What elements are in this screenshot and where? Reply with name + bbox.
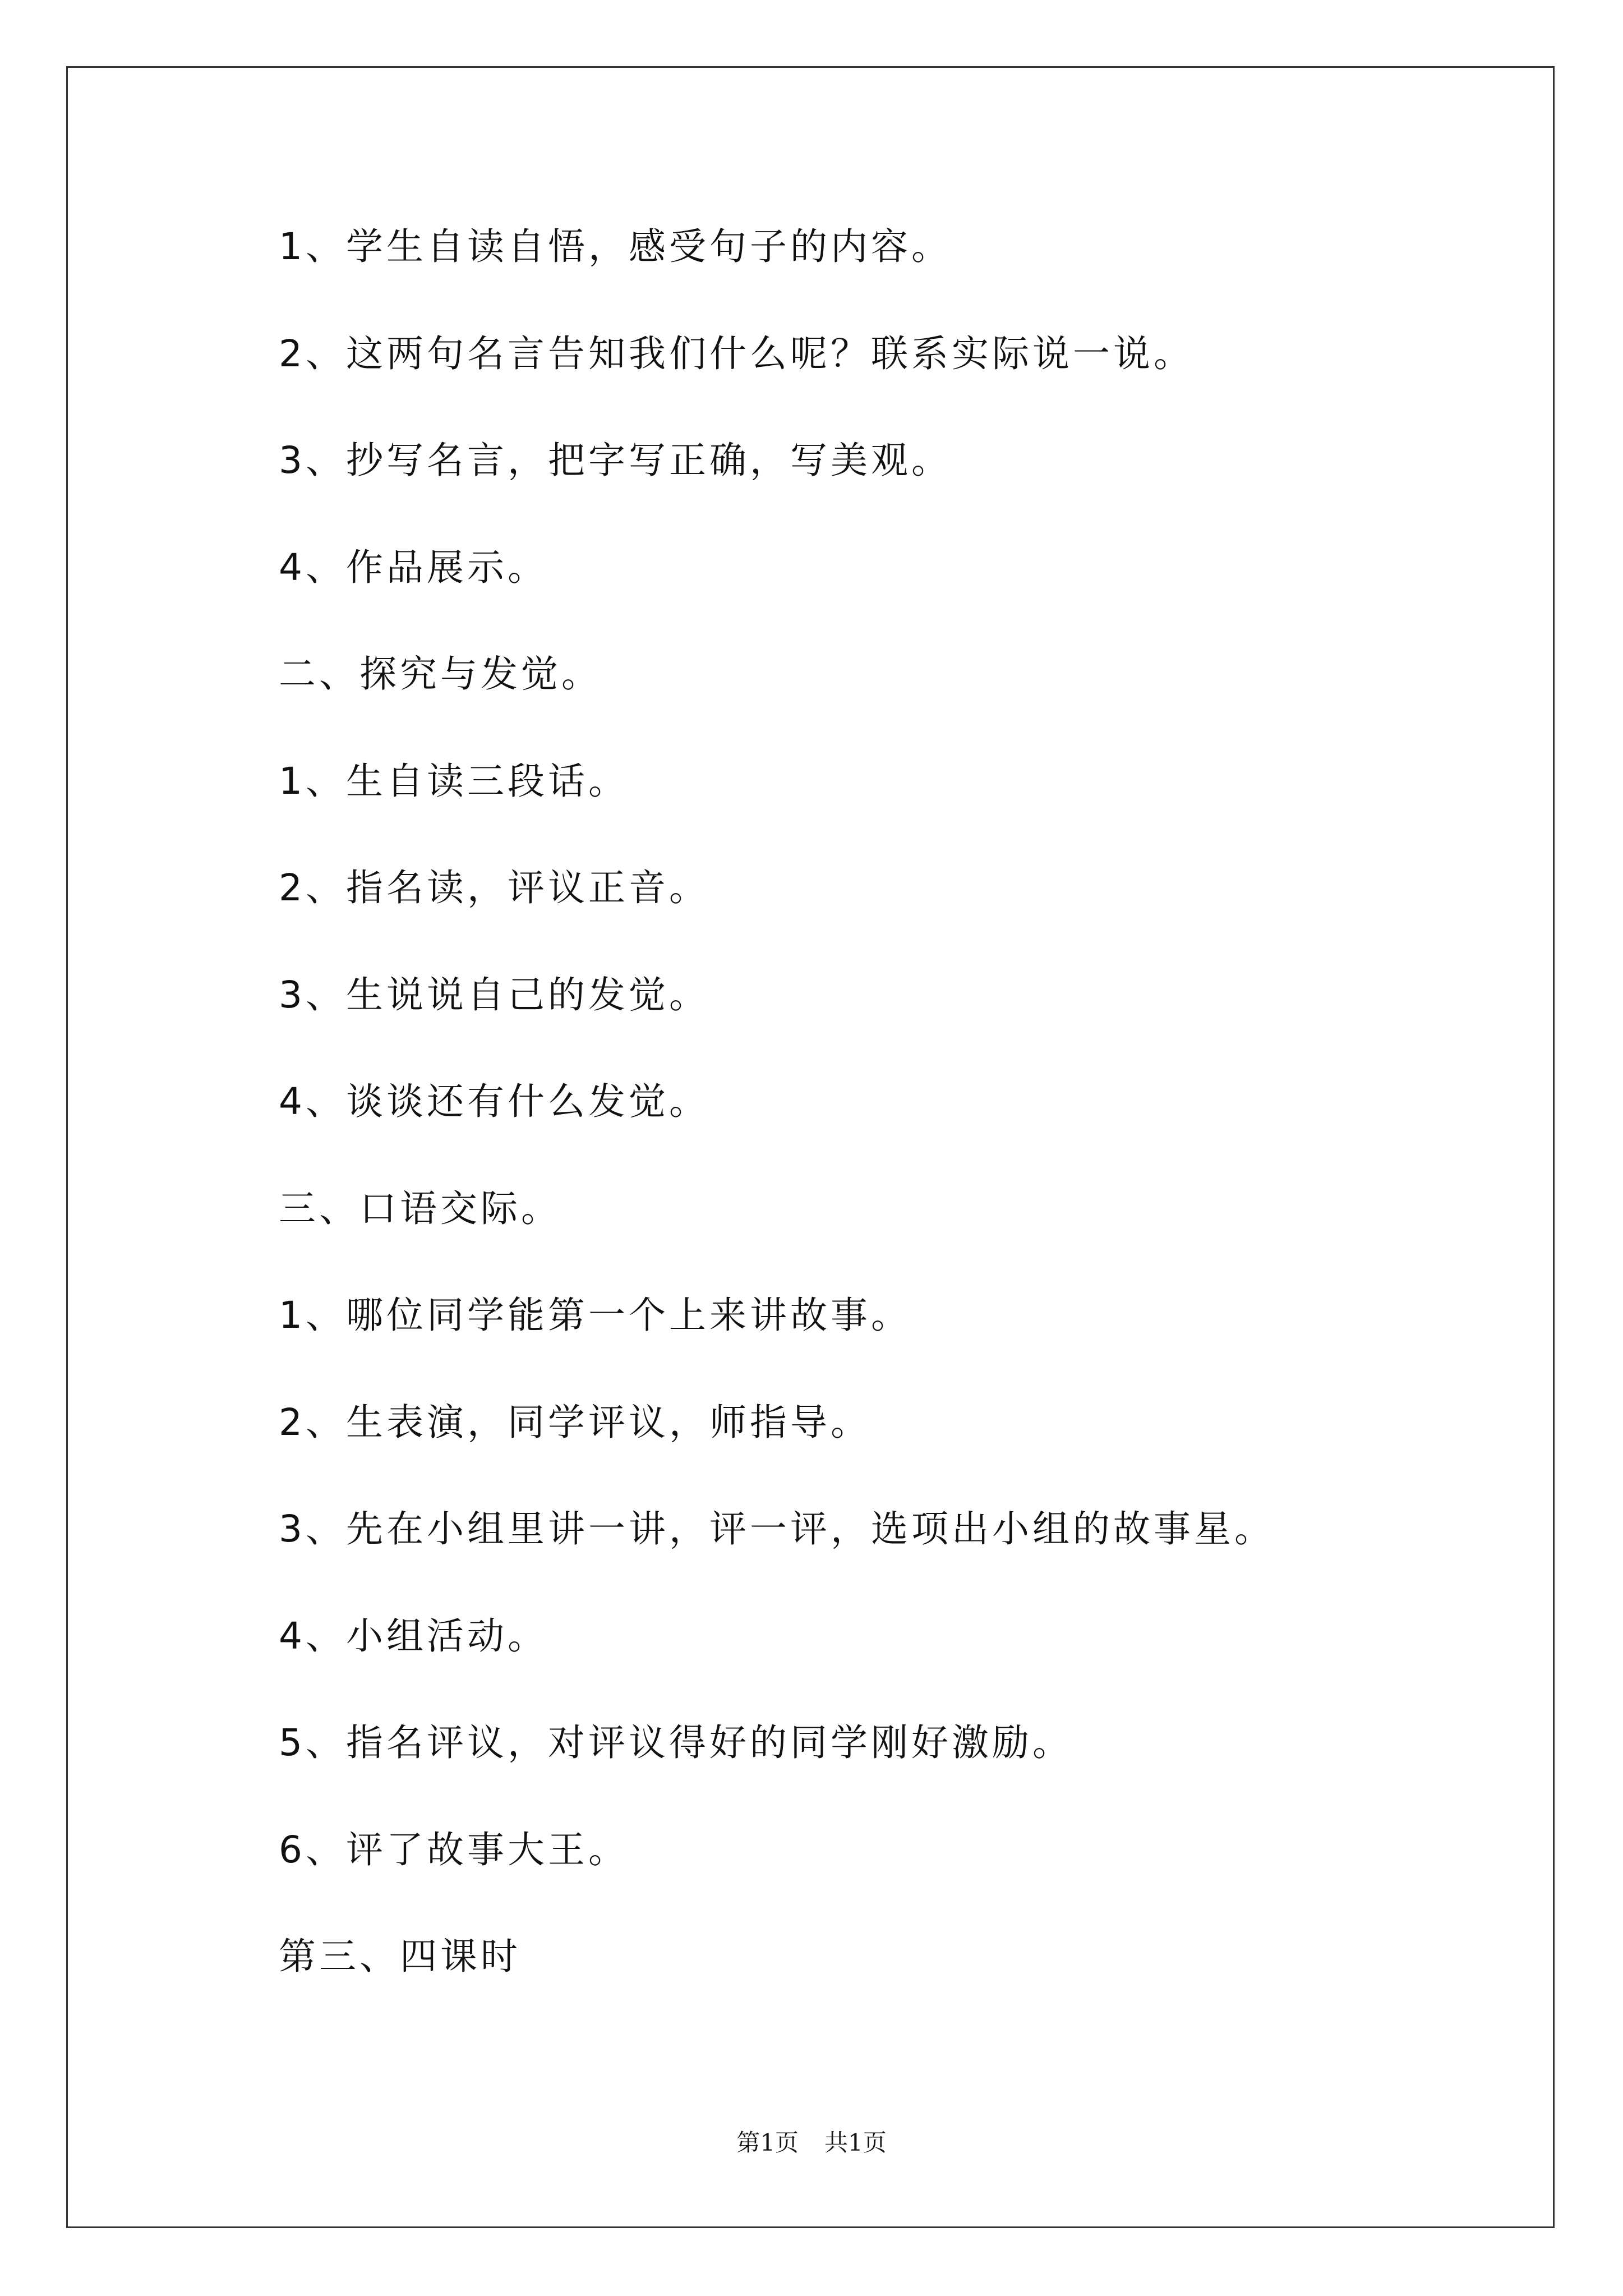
text-line: 4、作品展示。 <box>279 545 548 589</box>
text-line: 1、生自读三段话。 <box>279 759 629 803</box>
text-line: 1、学生自读自悟，感受句子的内容。 <box>279 225 952 268</box>
section-heading: 二、探究与发觉。 <box>279 652 602 696</box>
text-line: 4、谈谈还有什么发觉。 <box>279 1080 709 1123</box>
text-line: 2、指名读，评议正音。 <box>279 866 709 909</box>
section-heading: 第三、四课时 <box>279 1935 521 1978</box>
page-footer <box>0 2126 1623 2160</box>
text-line: 3、生说说自己的发觉。 <box>279 973 709 1016</box>
document-body <box>279 220 1484 2037</box>
text-line: 2、这两句名言告知我们什么呢？联系实际说一说。 <box>279 332 1194 375</box>
text-line: 2、生表演，同学评议，师指导。 <box>279 1400 871 1444</box>
section-heading: 三、口语交际。 <box>279 1186 561 1230</box>
page-number: 第1页 <box>736 2129 799 2156</box>
text-line: 5、指名评议，对评议得好的同学刚好激励。 <box>279 1721 1073 1764</box>
page-total: 共1页 <box>824 2129 887 2156</box>
text-line: 4、小组活动。 <box>279 1614 548 1658</box>
text-line: 3、抄写名言，把字写正确，写美观。 <box>279 439 952 482</box>
text-line: 1、哪位同学能第一个上来讲故事。 <box>279 1294 911 1337</box>
text-line: 3、先在小组里讲一讲，评一评，选项出小组的故事星。 <box>279 1507 1275 1550</box>
text-line: 6、评了故事大王。 <box>279 1828 629 1871</box>
